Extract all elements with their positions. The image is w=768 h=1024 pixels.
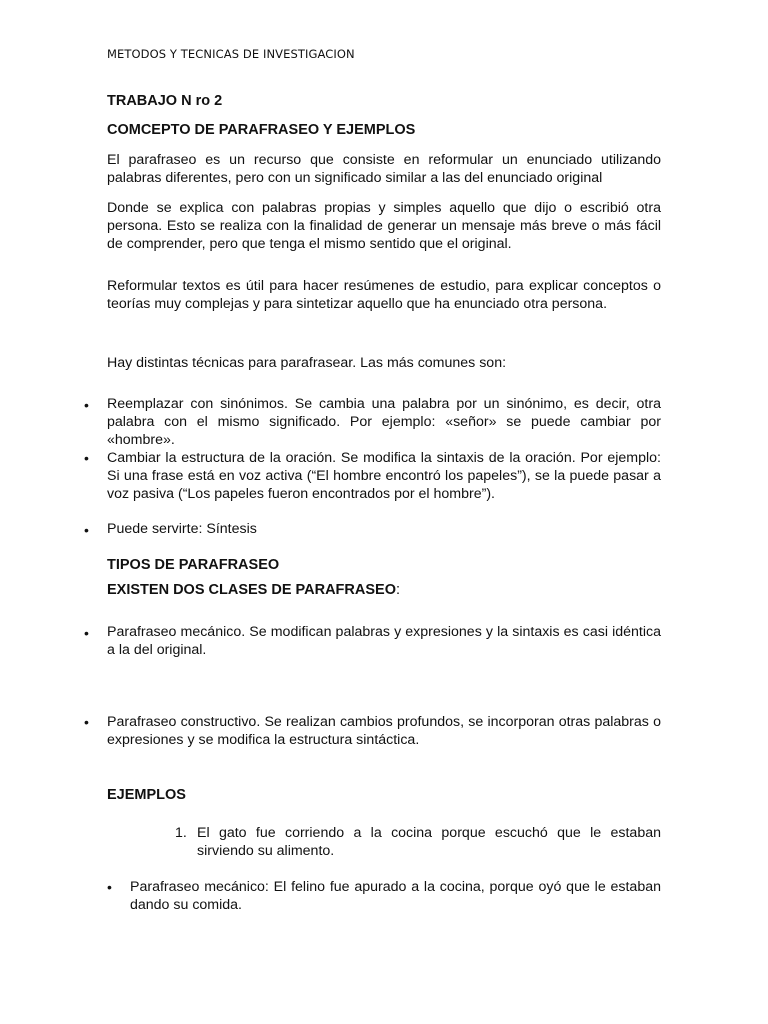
section-heading-concept: COMCEPTO DE PARAFRASEO Y EJEMPLOS	[107, 122, 416, 138]
list-item-see-also: Puede servirte: Síntesis	[107, 521, 257, 537]
list-item-class-mechanical: Parafraseo mecánico. Se modifican palabras y expresiones y la sintaxis es casi idéntica a la del original.	[107, 624, 661, 658]
list-item-technique-structure: Cambiar la estructura de la oración. Se modifica la sintaxis de la oración. Por ejemplo: Si una frase está en voz activa (“El hombre encontró los papeles”), se la puede pasar a voz pasiva (“Los papeles fueron encontrados por el hombre”).	[107, 450, 661, 502]
document-header: METODOS Y TECNICAS DE INVESTIGACION	[107, 47, 355, 61]
bullet-icon: •	[84, 397, 89, 413]
paragraph-usefulness: Reformular textos es útil para hacer resúmenes de estudio, para explicar conceptos o teorías muy complejas y para sintetizar aquello que ha enunciado otra persona.	[107, 278, 661, 312]
list-number: 1.	[175, 825, 187, 841]
example-mechanical-paraphrase: Parafraseo mecánico: El felino fue apurado a la cocina, porque oyó que le estaban dando su comida.	[130, 879, 661, 913]
bullet-icon: •	[84, 714, 89, 730]
paragraph-techniques-intro: Hay distintas técnicas para parafrasear. Las más comunes son:	[107, 355, 507, 371]
bullet-icon: •	[107, 879, 112, 895]
bullet-icon: •	[84, 522, 89, 538]
example-sentence-1: El gato fue corriendo a la cocina porque escuchó que le estaban sirviendo su alimento.	[197, 825, 661, 859]
list-item-technique-synonyms: Reemplazar con sinónimos. Se cambia una palabra por un sinónimo, es decir, otra palabra con el mismo significado. Por ejemplo: «señor» se puede cambiar por «hombre».	[107, 396, 661, 448]
list-item-class-constructive: Parafraseo constructivo. Se realizan cambios profundos, se incorporan otras palabras o expresiones y se modifica la estructura sintáctica.	[107, 714, 661, 748]
classes-heading: EXISTEN DOS CLASES DE PARAFRASEO	[107, 582, 396, 598]
section-heading-types: TIPOS DE PARAFRASEO	[107, 557, 280, 573]
bullet-icon: •	[84, 450, 89, 466]
section-heading-examples: EJEMPLOS	[107, 787, 186, 803]
bullet-icon: •	[84, 625, 89, 641]
classes-heading-colon: :	[395, 582, 400, 598]
document-title: TRABAJO N ro 2	[107, 93, 223, 109]
classes-heading-line	[107, 582, 400, 598]
paragraph-definition: El parafraseo es un recurso que consiste en reformular un enunciado utilizando palabras diferentes, pero con un significado similar a las del enunciado original	[107, 152, 661, 186]
paragraph-explanation: Donde se explica con palabras propias y simples aquello que dijo o escribió otra persona. Esto se realiza con la finalidad de generar un mensaje más breve o más fácil de comprender, pero que tenga el mismo sentido que el original.	[107, 200, 661, 252]
